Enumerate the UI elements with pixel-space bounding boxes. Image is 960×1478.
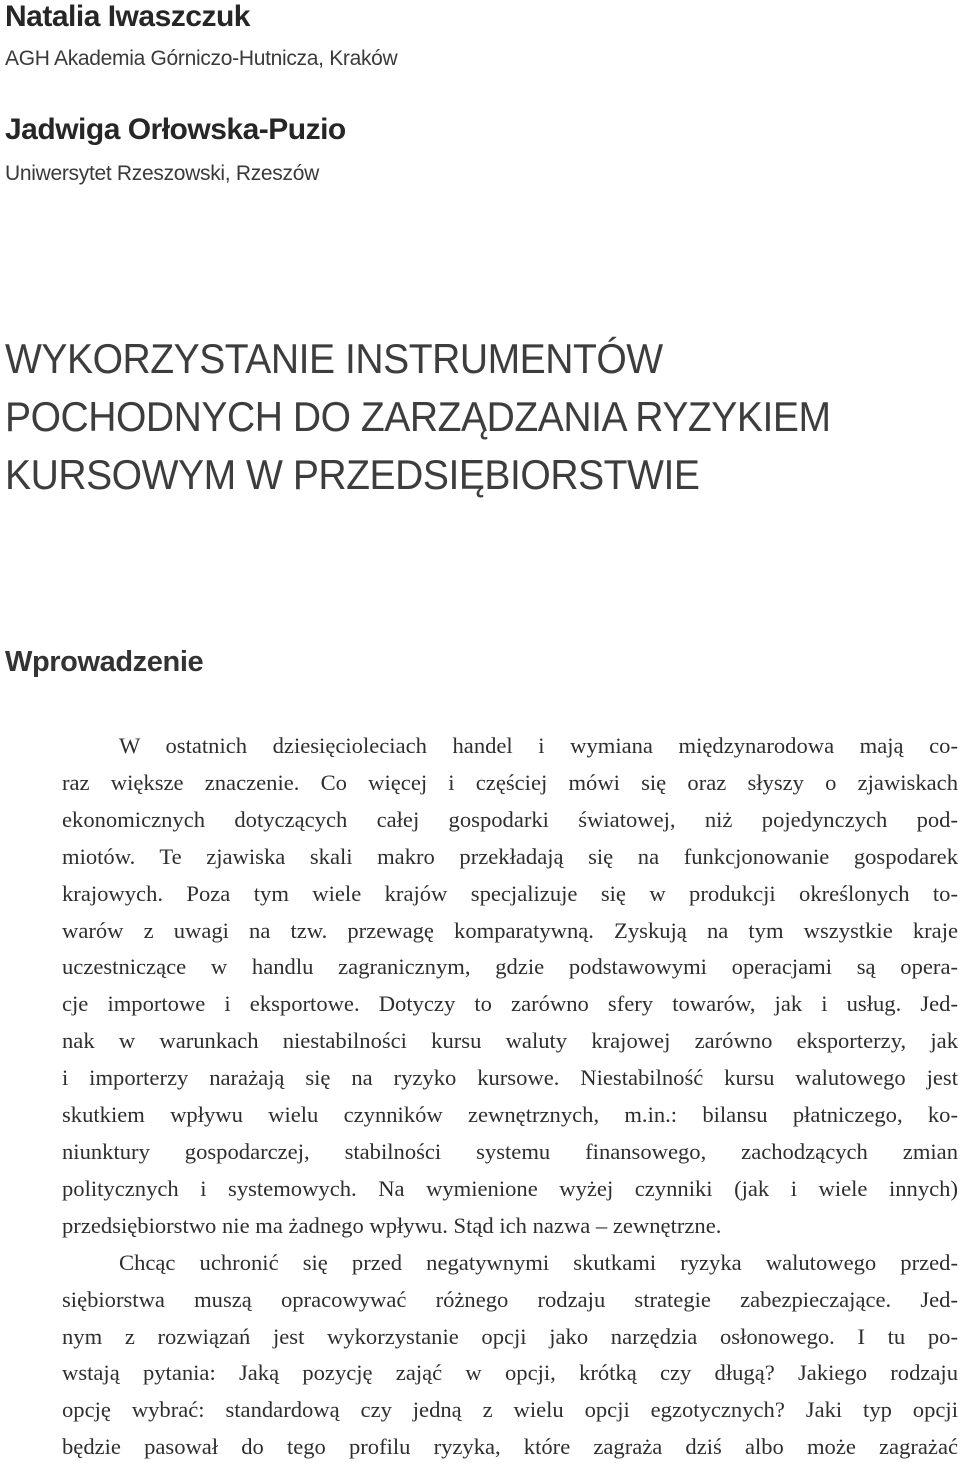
body-text [5,728,958,1466]
section-heading: Wprowadzenie [5,646,204,678]
text-line: cje importowe i eksportowe. Dotyczy to zarówno sfery towarów, jak i usług. Jed- [62,991,958,1017]
text-line: krajowych. Poza tym wiele krajów specjalizuje się w produkcji określonych to- [62,880,958,906]
text-line: nym z rozwiązań jest wykorzystanie opcji jako narzędzia osłonowego. I tu po- [62,1323,958,1349]
author-affiliation-1: AGH Akademia Górniczo-Hutnicza, Kraków [5,47,398,70]
text-line: skutkiem wpływu wielu czynników zewnętrznych, m.in.: bilansu płatniczego, ko- [62,1102,958,1128]
text-line: i importerzy narażają się na ryzyko kursowe. Niestabilność kursu walutowego jest [62,1065,958,1091]
text-line: niunktury gospodarczej, stabilności systemu finansowego, zachodzących zmian [62,1138,958,1164]
text-line: raz większe znaczenie. Co więcej i częściej mówi się oraz słyszy o zjawiskach [62,769,958,795]
text-line: siębiorstwa muszą opracowywać różnego rodzaju strategie zabezpieczające. Jed- [62,1286,958,1312]
paper-title [5,330,831,504]
text-line: ekonomicznych dotyczących całej gospodarki światowej, niż pojedynczych pod- [62,806,958,832]
title-line: KURSOWYM W PRZEDSIĘBIORSTWIE [5,451,700,498]
paragraph-2 [5,1245,958,1466]
text-line: nak w warunkach niestabilności kursu waluty krajowej zarówno eksporterzy, jak [62,1028,958,1054]
text-line: W ostatnich dziesięcioleciach handel i wymiana międzynarodowa mają co- [119,733,958,758]
text-line: wstają pytania: Jaką pozycję zająć w opcji, krótką czy długą? Jakiego rodzaju [62,1360,958,1386]
title-line: WYKORZYSTANIE INSTRUMENTÓW [5,335,663,382]
title-line: POCHODNYCH DO ZARZĄDZANIA RYZYKIEM [5,393,831,440]
text-line: uczestniczące w handlu zagranicznym, gdzie podstawowymi operacjami są opera- [62,954,958,980]
text-line: warów z uwagi na tzw. przewagę komparatywną. Zyskują na tym wszystkie kraje [62,917,958,943]
author-name-2: Jadwiga Orłowska-Puzio [5,113,346,146]
text-line: miotów. Te zjawiska skali makro przekładają się na funkcjonowanie gospodarek [62,843,958,869]
text-line: będzie pasował do tego profilu ryzyka, które zagraża dziś albo może zagrażać [62,1434,958,1460]
paragraph-1 [5,728,958,1245]
text-line: Chcąc uchronić się przed negatywnymi skutkami ryzyka walutowego przed- [119,1249,958,1275]
text-line: opcję wybrać: standardową czy jedną z wielu opcji egzotycznych? Jaki typ opcji [62,1397,958,1423]
text-line: politycznych i systemowych. Na wymienione wyżej czynniki (jak i wiele innych) [62,1175,958,1201]
author-affiliation-2: Uniwersytet Rzeszowski, Rzeszów [5,162,319,185]
author-name-1: Natalia Iwaszczuk [5,0,250,33]
text-line: przedsiębiorstwo nie ma żadnego wpływu. Stąd ich nazwa – zewnętrzne. [62,1212,722,1238]
